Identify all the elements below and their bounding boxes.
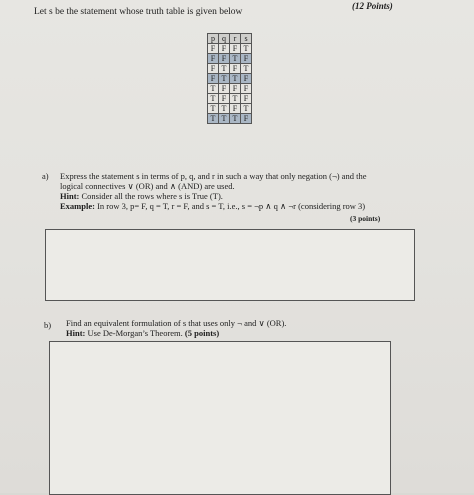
truth-table-cell: F	[219, 54, 230, 64]
truth-table-body	[208, 44, 252, 124]
truth-table-cell: T	[208, 114, 219, 124]
question-b-points: (5 points)	[182, 328, 220, 338]
truth-table-cell: T	[208, 104, 219, 114]
truth-table-row	[208, 64, 252, 74]
truth-table-row	[208, 94, 252, 104]
truth-table-cell: F	[230, 104, 241, 114]
truth-table-cell: T	[208, 84, 219, 94]
truth-table-row	[208, 44, 252, 54]
hint-text: Consider all the rows where s is True (T).	[79, 191, 223, 201]
truth-table-cell: F	[241, 54, 252, 64]
truth-table-cell: F	[241, 84, 252, 94]
question-a-line1: Express the statement s in terms of p, q, and r in such a way that only negation (¬) and the	[60, 171, 367, 181]
truth-table	[207, 33, 252, 124]
truth-table-cell: T	[230, 94, 241, 104]
truth-table-cell: F	[241, 94, 252, 104]
truth-table-cell: T	[219, 74, 230, 84]
intro-text: Let s be the statement whose truth table is given below	[34, 7, 243, 17]
truth-table-row	[208, 74, 252, 84]
example-label: Example:	[60, 201, 95, 211]
hint-label: Hint:	[60, 191, 80, 201]
question-b-label: b)	[44, 320, 52, 330]
truth-table-header-r: r	[230, 34, 241, 44]
truth-table-cell: F	[241, 114, 252, 124]
question-a-example	[60, 201, 420, 211]
truth-table-cell: T	[241, 44, 252, 54]
truth-table-row	[208, 114, 252, 124]
answer-box-a[interactable]	[45, 229, 415, 301]
truth-table-cell: T	[219, 104, 230, 114]
hint-label: Hint:	[66, 328, 86, 338]
truth-table-cell: F	[208, 54, 219, 64]
question-a-text	[60, 171, 420, 211]
truth-table-cell: F	[230, 64, 241, 74]
truth-table-header-p: p	[208, 34, 219, 44]
truth-table-row	[208, 84, 252, 94]
question-b-text	[66, 318, 366, 338]
truth-table-header-s: s	[241, 34, 252, 44]
truth-table-cell: F	[208, 44, 219, 54]
question-a-line2: logical connectives ∨ (OR) and ∧ (AND) are used.	[60, 181, 235, 191]
answer-box-b[interactable]	[49, 341, 391, 495]
example-text: In row 3, p= F, q = T, r = F, and s = T, i.e., s = ¬p ∧ q ∧ ¬r (considering row 3)	[94, 201, 366, 211]
truth-table-cell: F	[208, 64, 219, 74]
question-a-hint	[60, 191, 420, 201]
truth-table-row	[208, 54, 252, 64]
truth-table-cell: T	[230, 54, 241, 64]
truth-table-cell: F	[219, 84, 230, 94]
question-a-points: (3 points)	[350, 214, 381, 223]
truth-table-header-q: q	[219, 34, 230, 44]
truth-table-cell: T	[219, 114, 230, 124]
hint-text: Use De-Morgan’s Theorem.	[85, 328, 183, 338]
truth-table-header-row	[208, 34, 252, 44]
truth-table-cell: T	[219, 64, 230, 74]
truth-table-cell: F	[219, 44, 230, 54]
truth-table-cell: F	[219, 94, 230, 104]
truth-table-cell: T	[208, 94, 219, 104]
truth-table-row	[208, 104, 252, 114]
truth-table-cell: F	[208, 74, 219, 84]
question-b-hint	[66, 328, 366, 338]
question-b-line1: Find an equivalent formulation of s that uses only ¬ and ∨ (OR).	[66, 318, 287, 328]
truth-table-cell: F	[241, 74, 252, 84]
truth-table-cell: F	[230, 44, 241, 54]
truth-table-cell: F	[230, 84, 241, 94]
truth-table-cell: T	[230, 114, 241, 124]
truth-table-cell: T	[241, 64, 252, 74]
total-points: (12 Points)	[352, 1, 393, 11]
truth-table-cell: T	[230, 74, 241, 84]
question-a-label: a)	[42, 171, 49, 181]
truth-table-cell: T	[241, 104, 252, 114]
